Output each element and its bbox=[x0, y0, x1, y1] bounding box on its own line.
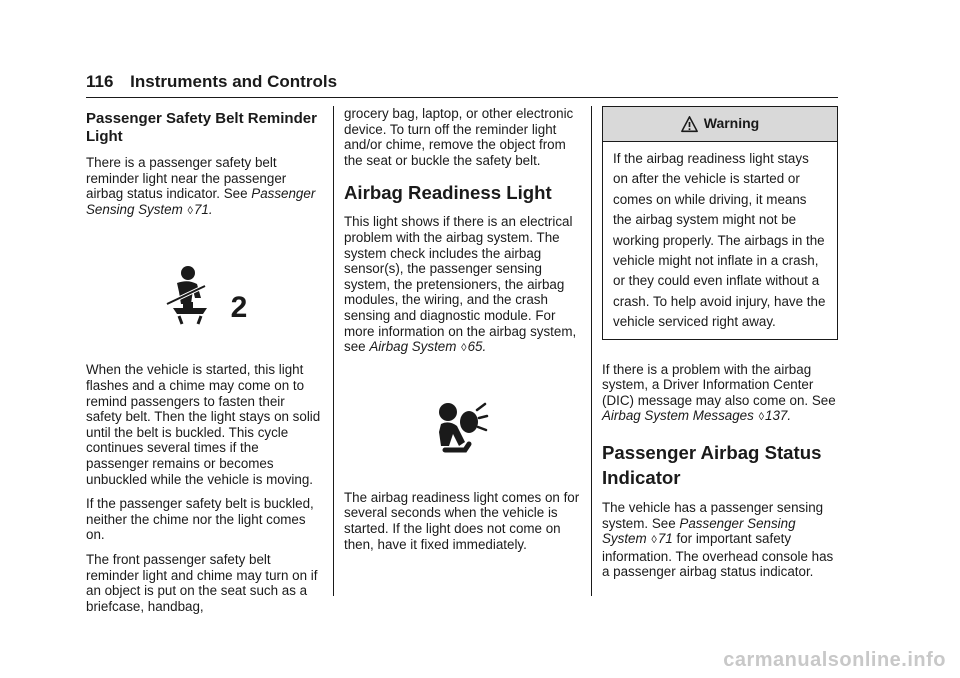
airbag-readiness-p1 bbox=[344, 214, 580, 356]
passenger-airbag-status-heading: Passenger Airbag Status Indicator bbox=[602, 442, 822, 489]
warning-body: If the airbag readiness light stays on after the vehicle is started or comes on while driving, it means the airbag system might not be working properly. The airbags in the vehicle might not inflate in a crash, or they could even inflate without a crash. To help avoid injury, have the vehicle serviced right away. bbox=[613, 151, 826, 330]
link-text: Airbag System bbox=[369, 339, 457, 355]
link-page: 71 bbox=[657, 531, 673, 547]
page-ref-icon: ◊ bbox=[461, 342, 467, 355]
warning-title: Warning bbox=[703, 115, 760, 132]
page-number: 116 bbox=[86, 72, 114, 91]
link-text: Passenger Sensing System bbox=[86, 186, 316, 217]
readiness-text: This light shows if there is an electrical problem with the airbag system. The system check includes the airbag sensor(s), the passenger sensing system, the pretensioners, the airbag modules, the wiring, and the crash sensing and diagnostic module. For more information on the airbag system, see bbox=[344, 214, 577, 355]
passenger-belt-intro bbox=[86, 155, 322, 219]
intro-text: There is a passenger safety belt reminder light near the passenger airbag status indicator. See bbox=[86, 155, 287, 202]
watermark: carmanualsonline.info bbox=[723, 649, 946, 671]
passenger-belt-p4: The front passenger safety belt reminder light and chime may turn on if an object is put on the seat such as a briefcase, handbag, bbox=[86, 551, 318, 614]
column-divider-1 bbox=[333, 106, 334, 596]
airbag-icon-container bbox=[344, 366, 580, 490]
airbag-readiness-heading: Airbag Readiness Light bbox=[344, 182, 552, 204]
status-text-b: for important safety information. The overhead console has a passenger airbag status indicator. bbox=[602, 531, 834, 580]
passenger-sensing-link[interactable]: Passenger Sensing System ◊71. bbox=[86, 186, 316, 217]
passenger-airbag-status-p1 bbox=[602, 500, 838, 580]
status-text-a: The vehicle has a passenger sensing system. See bbox=[602, 500, 824, 531]
page-ref-icon: ◊ bbox=[758, 411, 764, 424]
header-divider bbox=[86, 97, 838, 98]
link-page: 137 bbox=[765, 408, 788, 424]
passenger-belt-p2: When the vehicle is started, this light flashes and a chime may come on to remind passengers to fasten their safety belt. Then the light stays on solid until the belt is buckled. This cycle continues several times if the passenger remains or becomes unbuckled while the vehicle is moving. bbox=[86, 362, 321, 487]
passenger-belt-p3: If the passenger safety belt is buckled, neither the chime nor the light comes on. bbox=[86, 496, 314, 543]
column-1 bbox=[86, 106, 322, 623]
seatbelt-icon-container bbox=[86, 228, 322, 362]
link-page: 71 bbox=[193, 201, 209, 217]
warning-header bbox=[603, 107, 837, 142]
airbag-readiness-p2: The airbag readiness light comes on for several seconds when the vehicle is started. If the light does not come on then, have it fixed immediately. bbox=[344, 489, 580, 552]
column-divider-2 bbox=[591, 106, 592, 596]
airbag-system-link[interactable]: Airbag System ◊65. bbox=[369, 339, 487, 355]
column-3 bbox=[602, 106, 838, 589]
link-page: 65 bbox=[467, 339, 483, 355]
passenger-seatbelt-icon bbox=[161, 264, 237, 326]
seatbelt-icon-number: 2 bbox=[230, 291, 248, 325]
dic-text: If there is a problem with the airbag system, a Driver Information Center (DIC) message may also come on. See bbox=[602, 361, 836, 408]
page-ref-icon: ◊ bbox=[187, 204, 193, 217]
dic-message-paragraph bbox=[602, 362, 838, 426]
airbag-messages-link[interactable]: Airbag System Messages ◊137. bbox=[602, 408, 792, 424]
section-title: Instruments and Controls bbox=[130, 72, 338, 91]
link-text: Airbag System Messages bbox=[602, 408, 754, 424]
link-text: Passenger Sensing System bbox=[602, 515, 796, 547]
page-header bbox=[86, 72, 838, 92]
passenger-belt-heading: Passenger Safety Belt Reminder Light bbox=[86, 110, 317, 145]
page-ref-icon: ◊ bbox=[651, 534, 657, 547]
column-2 bbox=[344, 106, 580, 561]
warning-box bbox=[602, 106, 838, 340]
warning-icon bbox=[681, 116, 698, 133]
column-2-continuation: grocery bag, laptop, or other electronic device. To turn off the reminder light and/or chime, remove the object from the seat or buckle the safety belt. bbox=[344, 106, 574, 168]
airbag-readiness-icon bbox=[435, 400, 489, 456]
